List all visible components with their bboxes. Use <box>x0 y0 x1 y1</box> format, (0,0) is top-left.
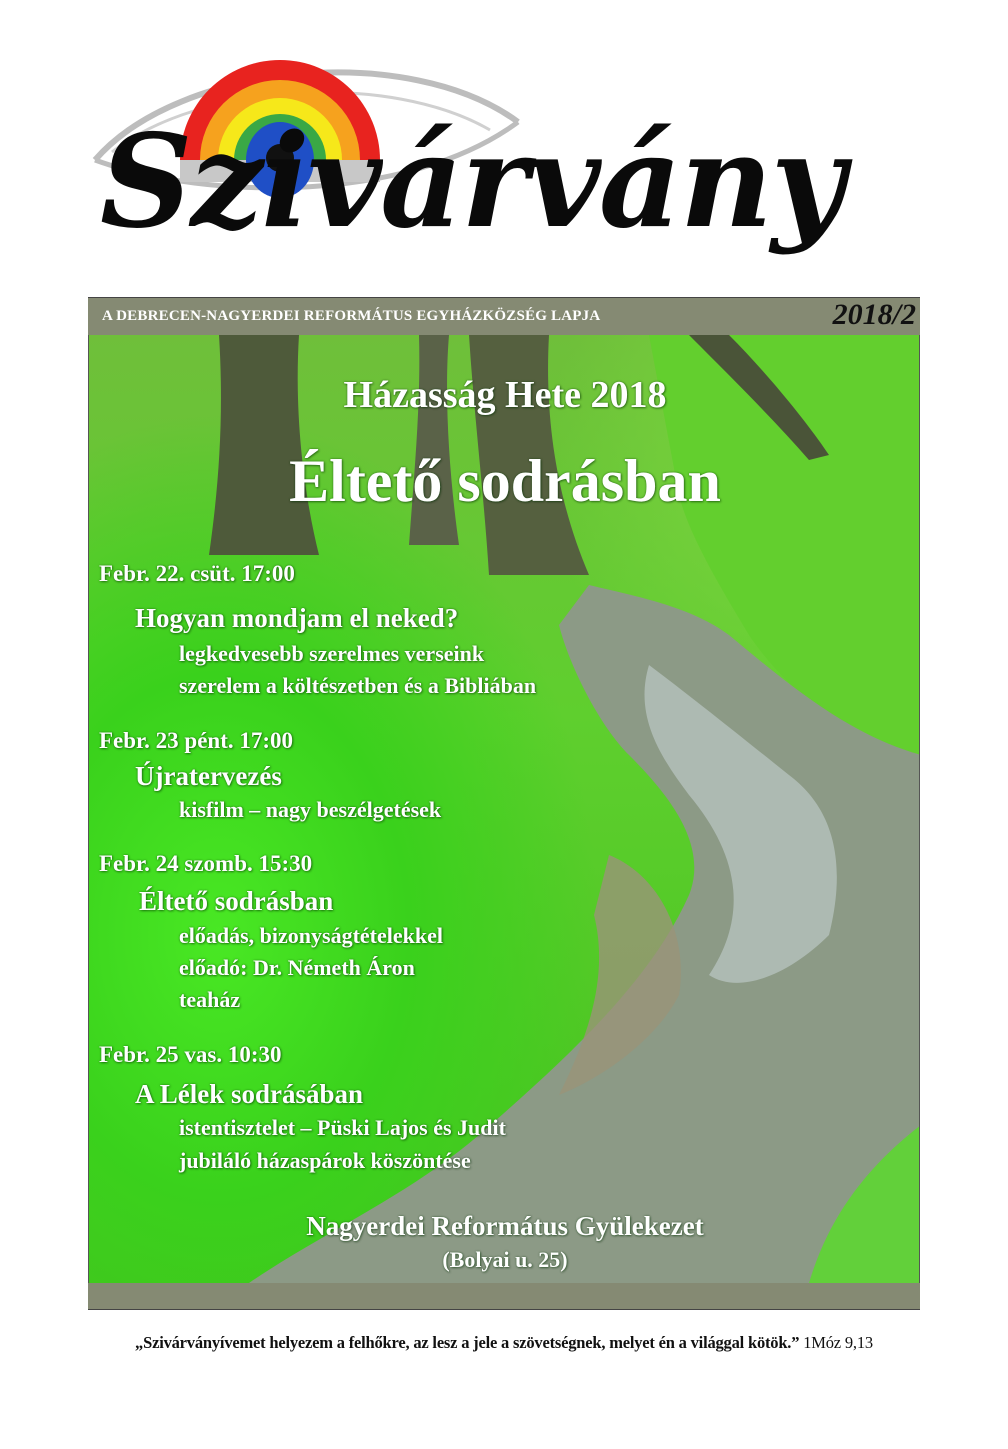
schedule-line: előadó: Dr. Németh Áron <box>179 955 415 980</box>
schedule-date: Febr. 25 vas. 10:30 <box>99 1042 282 1067</box>
bottom-band <box>88 1283 920 1310</box>
address: (Bolyai u. 25) <box>442 1247 568 1272</box>
main-title: Éltető sodrásban <box>289 448 721 514</box>
parish-subtitle: A DEBRECEN-NAGYERDEI REFORMÁTUS EGYHÁZKÖZSÉG LAPJA <box>102 308 601 324</box>
schedule-line: jubiláló házaspárok köszöntése <box>179 1148 471 1173</box>
quote-text: „Szivárványívemet helyezem a felhőkre, az lesz a jele a szövetségnek, melyet én a világgal kötök.” <box>135 1333 800 1352</box>
tree-trunk-left <box>209 335 319 555</box>
schedule-line: kisfilm – nagy beszélgetések <box>179 797 442 822</box>
event-title: Házasság Hete 2018 <box>343 374 667 416</box>
schedule-date: Febr. 24 szomb. 15:30 <box>99 851 313 876</box>
cover-photo <box>88 335 920 1283</box>
schedule-heading: Hogyan mondjam el neked? <box>135 603 459 633</box>
schedule-line: szerelem a költészetben és a Bibliában <box>179 673 537 698</box>
schedule-line: legkedvesebb szerelmes verseink <box>179 641 485 666</box>
magazine-title: Szivárvány <box>100 107 844 257</box>
schedule-line: istentisztelet – Püski Lajos és Judit <box>179 1115 506 1140</box>
schedule-date: Febr. 22. csüt. 17:00 <box>99 561 295 586</box>
schedule-heading: A Lélek sodrásában <box>135 1079 364 1109</box>
schedule-line: teaház <box>179 987 241 1012</box>
issue-number: 2018/2 <box>832 298 916 331</box>
bible-quote <box>0 1333 1008 1353</box>
schedule-heading: Újratervezés <box>135 761 282 791</box>
masthead <box>0 0 1008 300</box>
schedule-line: előadás, bizonyságtételekkel <box>179 923 443 948</box>
schedule-heading: Éltető sodrásban <box>139 886 334 916</box>
quote-reference: 1Móz 9,13 <box>803 1333 873 1352</box>
schedule-date: Febr. 23 pént. 17:00 <box>99 728 294 753</box>
subtitle-band <box>88 297 920 335</box>
organizer: Nagyerdei Református Gyülekezet <box>306 1211 704 1241</box>
